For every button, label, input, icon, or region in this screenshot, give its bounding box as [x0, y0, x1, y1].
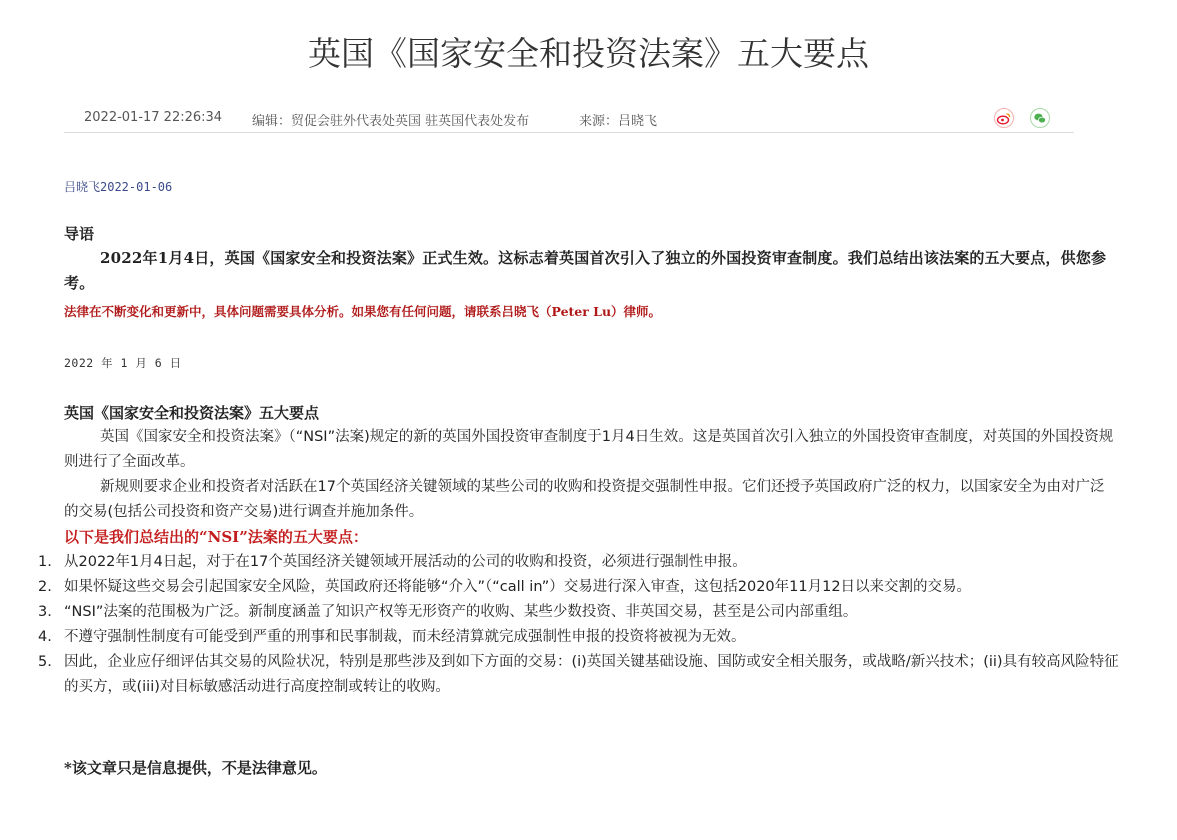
list-item-number: 3. — [38, 604, 52, 620]
list-item-text: 如果怀疑这些交易会引起国家安全风险，英国政府还将能够“介入”（“call in”）交易进行深入审查，这包括2020年11月12日以来交割的交易。 — [64, 579, 972, 595]
list-item-text: “NSI”法案的范围极为广泛。新制度涵盖了知识产权等无形资产的收购、某些少数投资、非英国交易，甚至是公司内部重组。 — [64, 604, 858, 620]
list-item — [30, 650, 1120, 700]
summary-heading: 以下是我们总结出的“NSI”法案的五大要点： — [64, 528, 368, 546]
article-date: 2022 年 1 月 6 日 — [64, 356, 182, 370]
publish-datetime: 2022-01-17 22:26:34 — [84, 110, 223, 125]
legal-notice: 法律在不断变化和更新中，具体问题需要具体分析。如果您有任何问题，请联系吕晓飞（Peter Lu）律师。 — [64, 304, 662, 319]
list-item-text: 不遵守强制性制度有可能受到严重的刑事和民事制裁，而未经清算就完成强制性申报的投资将被视为无效。 — [64, 629, 746, 645]
list-item-number: 1. — [38, 554, 52, 570]
weibo-icon[interactable] — [994, 108, 1014, 128]
list-item-text: 从2022年1月4日起，对于在17个英国经济关键领域开展活动的公司的收购和投资，必须进行强制性申报。 — [64, 554, 747, 570]
key-points-list — [30, 550, 1120, 700]
list-item — [30, 575, 1120, 600]
list-item — [30, 550, 1120, 575]
body-paragraph-2: 新规则要求企业和投资者对活跃在17个英国经济关键领域的某些公司的收购和投资提交强制性申报。它们还授予英国政府广泛的权力，以国家安全为由对广泛的交易(包括公司投资和资产交易)进行调查并施加条件。 — [64, 479, 1105, 520]
wechat-icon[interactable] — [1030, 108, 1050, 128]
list-item-text: 因此，企业应仔细评估其交易的风险状况，特别是那些涉及到如下方面的交易：(i)英国关键基础设施、国防或安全相关服务，或战略/新兴技术；(ii)具有较高风险特征的买方，或(iii)对目标敏感活动进行高度控制或转让的收购。 — [64, 654, 1119, 695]
body-paragraph-1: 英国《国家安全和投资法案》（“NSI”法案)规定的新的英国外国投资审查制度于1月4日生效。这是英国首次引入独立的外国投资审查制度，对英国的外国投资规则进行了全面改革。 — [64, 429, 1114, 470]
lead-paragraph: 2022年1月4日，英国《国家安全和投资法案》正式生效。这标志着英国首次引入了独立的外国投资审查制度。我们总结出该法案的五大要点，供您参考。 — [64, 249, 1107, 292]
list-item-number: 2. — [38, 579, 52, 595]
article-title: 英国《国家安全和投资法案》五大要点 — [308, 34, 869, 73]
article-meta-bar — [64, 100, 1074, 133]
lead-heading: 导语 — [64, 225, 95, 243]
disclaimer: *该文章只是信息提供，不是法律意见。 — [64, 759, 327, 777]
author-byline: 吕晓飞2022-01-06 — [64, 180, 173, 194]
list-item-number: 5. — [38, 654, 52, 670]
list-item — [30, 625, 1120, 650]
section-heading: 英国《国家安全和投资法案》五大要点 — [64, 404, 320, 422]
list-item-number: 4. — [38, 629, 52, 645]
source-info: 来源：吕晓飞 — [579, 114, 658, 129]
list-item — [30, 600, 1120, 625]
editor-info: 编辑：贸促会驻外代表处英国 驻英国代表处发布 — [252, 114, 530, 129]
